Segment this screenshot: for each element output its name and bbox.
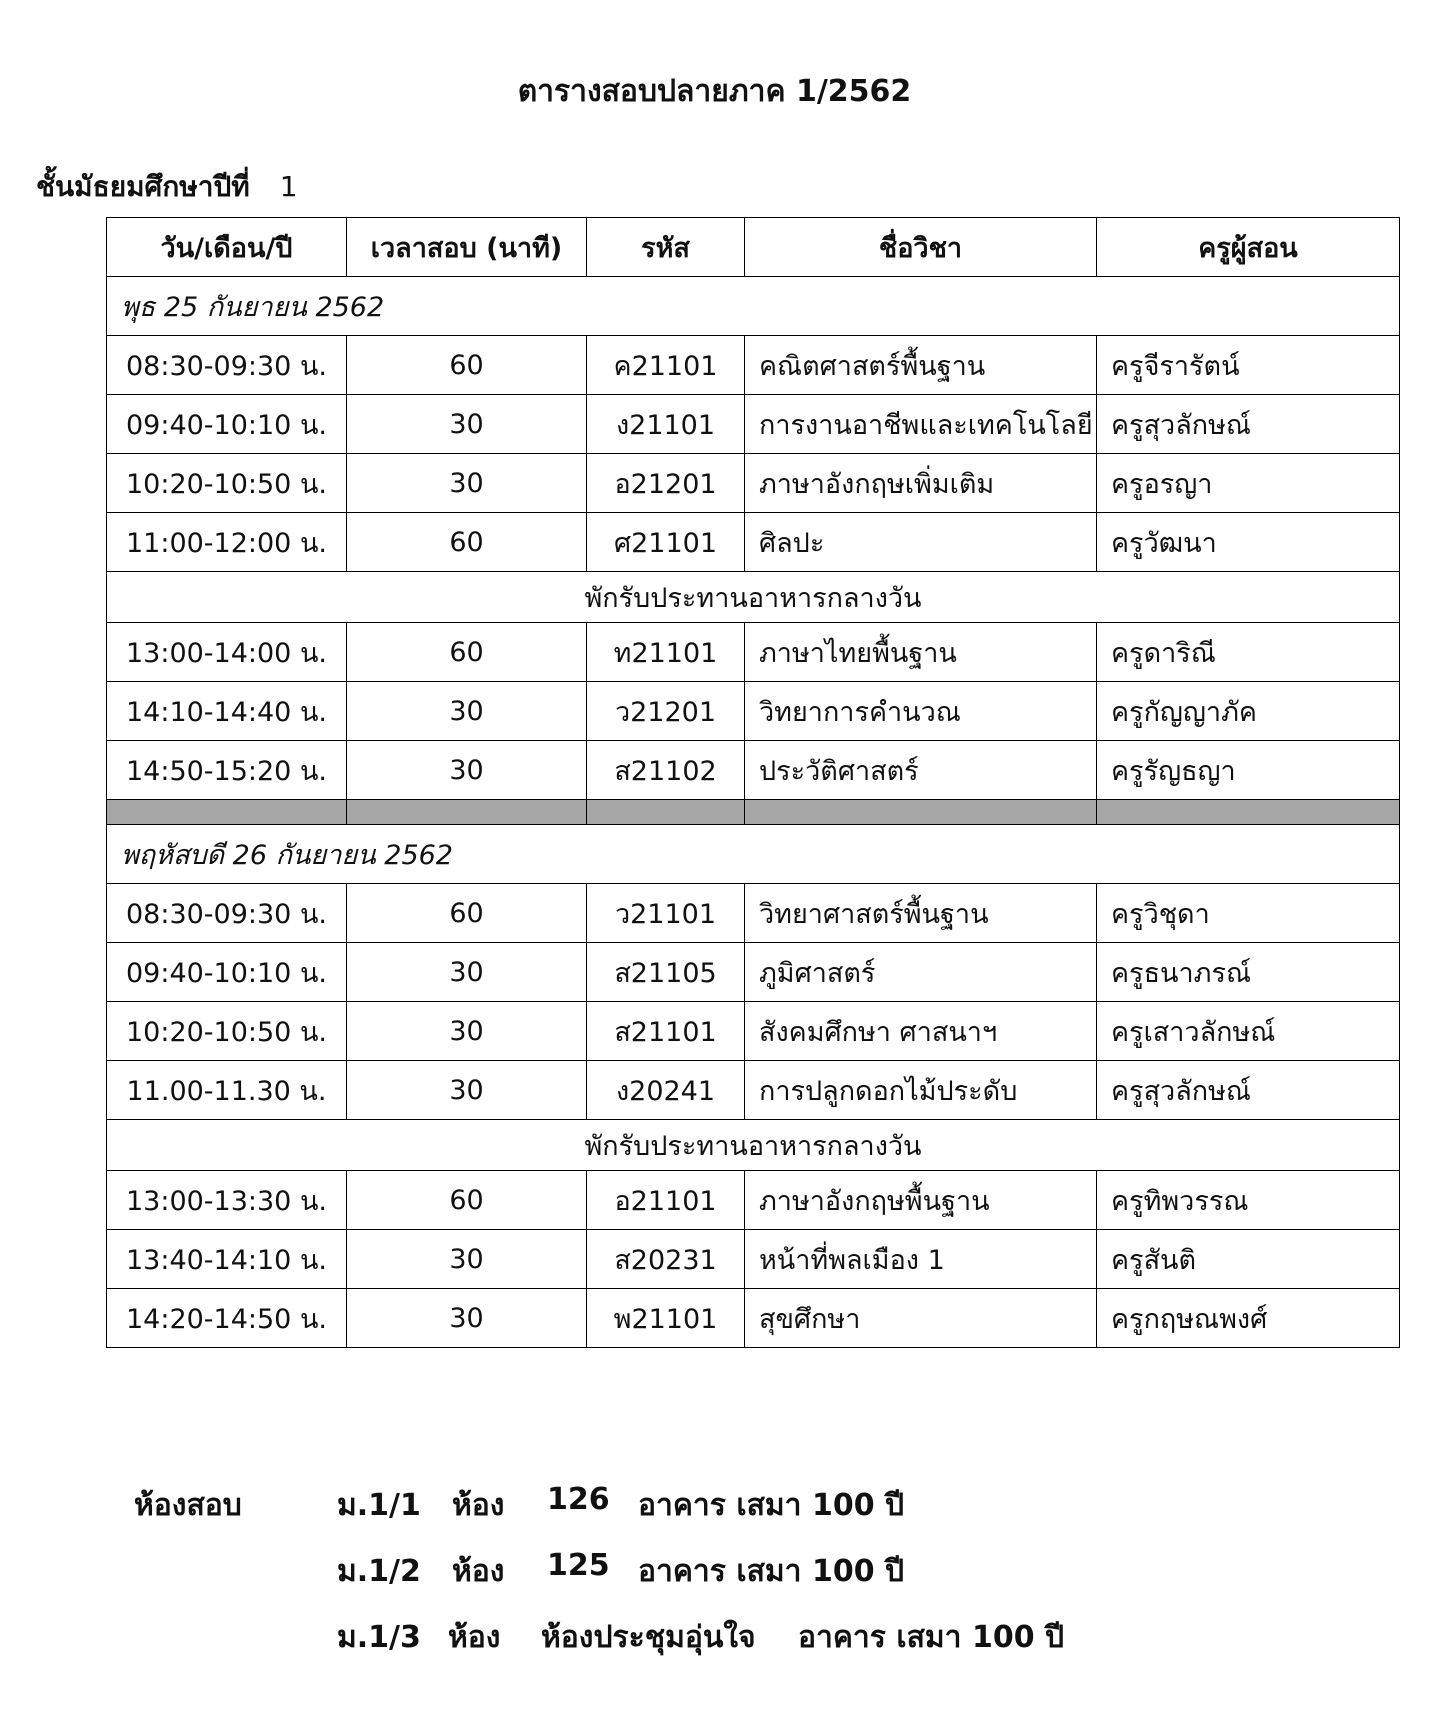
teacher-name: ครูสุวลักษณ์ bbox=[1097, 395, 1400, 454]
subject-name: ภูมิศาสตร์ bbox=[745, 943, 1097, 1002]
subject-code: ส21102 bbox=[587, 741, 745, 800]
exam-duration: 30 bbox=[347, 1061, 587, 1120]
grade-label: ชั้นมัธยมศึกษาปีที่ bbox=[36, 170, 250, 203]
subject-code: ง20241 bbox=[587, 1061, 745, 1120]
teacher-name: ครูสันติ bbox=[1097, 1230, 1400, 1289]
rooms-label: ห้องสอบ bbox=[134, 1488, 242, 1523]
subject-name: สุขศึกษา bbox=[745, 1289, 1097, 1348]
exam-time: 08:30-09:30 น. bbox=[107, 336, 347, 395]
page-title: ตารางสอบปลายภาค 1/2562 bbox=[517, 74, 912, 109]
separator-cell bbox=[107, 800, 347, 825]
table-row bbox=[107, 1171, 1400, 1230]
exam-duration: 60 bbox=[347, 884, 587, 943]
class-name: ม.1/3 bbox=[337, 1620, 421, 1655]
exam-time: 13:00-13:30 น. bbox=[107, 1171, 347, 1230]
teacher-name: ครูรัญธญา bbox=[1097, 741, 1400, 800]
building-name: อาคาร เสมา 100 ปี bbox=[638, 1488, 905, 1523]
exam-time: 14:20-14:50 น. bbox=[107, 1289, 347, 1348]
room-word: ห้อง bbox=[448, 1620, 501, 1655]
subject-name: วิทยาการคำนวณ bbox=[745, 682, 1097, 741]
teacher-name: ครูกัญญาภัค bbox=[1097, 682, 1400, 741]
subject-name: วิทยาศาสตร์พื้นฐาน bbox=[745, 884, 1097, 943]
grade-number: 1 bbox=[279, 170, 298, 203]
lunch-break-row bbox=[107, 1120, 1400, 1171]
exam-time: 13:40-14:10 น. bbox=[107, 1230, 347, 1289]
class-name: ม.1/1 bbox=[337, 1488, 421, 1523]
exam-time: 11:00-12:00 น. bbox=[107, 513, 347, 572]
subject-name: คณิตศาสตร์พื้นฐาน bbox=[745, 336, 1097, 395]
subject-name: ประวัติศาสตร์ bbox=[745, 741, 1097, 800]
table-row bbox=[107, 943, 1400, 1002]
exam-duration: 60 bbox=[347, 623, 587, 682]
subject-name: ภาษาไทยพื้นฐาน bbox=[745, 623, 1097, 682]
table-row bbox=[107, 1289, 1400, 1348]
exam-time: 11.00-11.30 น. bbox=[107, 1061, 347, 1120]
exam-schedule-table bbox=[106, 217, 1400, 1348]
subject-code: ส21105 bbox=[587, 943, 745, 1002]
exam-duration: 30 bbox=[347, 682, 587, 741]
table-row bbox=[107, 1002, 1400, 1061]
exam-duration: 30 bbox=[347, 943, 587, 1002]
header-row bbox=[107, 218, 1400, 277]
exam-time: 13:00-14:00 น. bbox=[107, 623, 347, 682]
header-code: รหัส bbox=[587, 218, 745, 277]
teacher-name: ครูวิชุดา bbox=[1097, 884, 1400, 943]
table-row bbox=[107, 682, 1400, 741]
table-row bbox=[107, 513, 1400, 572]
header-teacher: ครูผู้สอน bbox=[1097, 218, 1400, 277]
separator-cell bbox=[1097, 800, 1400, 825]
subject-name: ภาษาอังกฤษพื้นฐาน bbox=[745, 1171, 1097, 1230]
room-number: 125 bbox=[547, 1548, 610, 1583]
table-row bbox=[107, 741, 1400, 800]
subject-code: อ21201 bbox=[587, 454, 745, 513]
exam-time: 09:40-10:10 น. bbox=[107, 395, 347, 454]
separator-cell bbox=[745, 800, 1097, 825]
subject-code: ศ21101 bbox=[587, 513, 745, 572]
header-subject: ชื่อวิชา bbox=[745, 218, 1097, 277]
subject-name: การปลูกดอกไม้ประดับ bbox=[745, 1061, 1097, 1120]
subject-code: ส21101 bbox=[587, 1002, 745, 1061]
exam-time: 09:40-10:10 น. bbox=[107, 943, 347, 1002]
subject-name: ภาษาอังกฤษเพิ่มเติม bbox=[745, 454, 1097, 513]
exam-duration: 30 bbox=[347, 1230, 587, 1289]
subject-code: ท21101 bbox=[587, 623, 745, 682]
lunch-break-row bbox=[107, 572, 1400, 623]
room-number: 126 bbox=[547, 1482, 610, 1517]
teacher-name: ครูจีรารัตน์ bbox=[1097, 336, 1400, 395]
table-row bbox=[107, 623, 1400, 682]
exam-duration: 30 bbox=[347, 454, 587, 513]
exam-time: 10:20-10:50 น. bbox=[107, 454, 347, 513]
table-row bbox=[107, 336, 1400, 395]
subject-name: สังคมศึกษา ศาสนาฯ bbox=[745, 1002, 1097, 1061]
teacher-name: ครูวัฒนา bbox=[1097, 513, 1400, 572]
teacher-name: ครูสุวลักษณ์ bbox=[1097, 1061, 1400, 1120]
teacher-name: ครูธนาภรณ์ bbox=[1097, 943, 1400, 1002]
room-word: ห้อง bbox=[452, 1488, 505, 1523]
header-date: วัน/เดือน/ปี bbox=[107, 218, 347, 277]
exam-duration: 30 bbox=[347, 395, 587, 454]
separator-row bbox=[107, 800, 1400, 825]
exam-duration: 60 bbox=[347, 336, 587, 395]
teacher-name: ครูเสาวลักษณ์ bbox=[1097, 1002, 1400, 1061]
day-label: พุธ 25 กันยายน 2562 bbox=[107, 277, 1400, 336]
subject-code: ว21101 bbox=[587, 884, 745, 943]
separator-cell bbox=[347, 800, 587, 825]
subject-code: ว21201 bbox=[587, 682, 745, 741]
exam-duration: 30 bbox=[347, 741, 587, 800]
teacher-name: ครูอรญา bbox=[1097, 454, 1400, 513]
table-row bbox=[107, 454, 1400, 513]
subject-name: ศิลปะ bbox=[745, 513, 1097, 572]
subject-name: หน้าที่พลเมือง 1 bbox=[745, 1230, 1097, 1289]
subject-name: การงานอาชีพและเทคโนโลยี bbox=[745, 395, 1097, 454]
table-row bbox=[107, 884, 1400, 943]
exam-time: 08:30-09:30 น. bbox=[107, 884, 347, 943]
day-row bbox=[107, 825, 1400, 884]
table-row bbox=[107, 1230, 1400, 1289]
exam-duration: 60 bbox=[347, 513, 587, 572]
teacher-name: ครูทิพวรรณ bbox=[1097, 1171, 1400, 1230]
table-row bbox=[107, 395, 1400, 454]
exam-time: 10:20-10:50 น. bbox=[107, 1002, 347, 1061]
subject-code: ค21101 bbox=[587, 336, 745, 395]
building-name: อาคาร เสมา 100 ปี bbox=[798, 1620, 1065, 1655]
class-name: ม.1/2 bbox=[337, 1554, 421, 1589]
grade-heading bbox=[36, 165, 298, 209]
table-row bbox=[107, 1061, 1400, 1120]
building-name: อาคาร เสมา 100 ปี bbox=[638, 1554, 905, 1589]
day-label: พฤหัสบดี 26 กันยายน 2562 bbox=[107, 825, 1400, 884]
room-number: ห้องประชุมอุ่นใจ bbox=[541, 1620, 756, 1655]
schedule-body bbox=[107, 277, 1400, 1348]
exam-time: 14:10-14:40 น. bbox=[107, 682, 347, 741]
subject-code: ส20231 bbox=[587, 1230, 745, 1289]
lunch-break-label: พักรับประทานอาหารกลางวัน bbox=[107, 572, 1400, 623]
exam-duration: 30 bbox=[347, 1289, 587, 1348]
day-row bbox=[107, 277, 1400, 336]
subject-code: พ21101 bbox=[587, 1289, 745, 1348]
lunch-break-label: พักรับประทานอาหารกลางวัน bbox=[107, 1120, 1400, 1171]
exam-duration: 60 bbox=[347, 1171, 587, 1230]
exam-duration: 30 bbox=[347, 1002, 587, 1061]
teacher-name: ครูกฤษณพงศ์ bbox=[1097, 1289, 1400, 1348]
header-duration: เวลาสอบ (นาที) bbox=[347, 218, 587, 277]
subject-code: ง21101 bbox=[587, 395, 745, 454]
subject-code: อ21101 bbox=[587, 1171, 745, 1230]
separator-cell bbox=[587, 800, 745, 825]
room-word: ห้อง bbox=[452, 1554, 505, 1589]
exam-time: 14:50-15:20 น. bbox=[107, 741, 347, 800]
teacher-name: ครูดาริณี bbox=[1097, 623, 1400, 682]
